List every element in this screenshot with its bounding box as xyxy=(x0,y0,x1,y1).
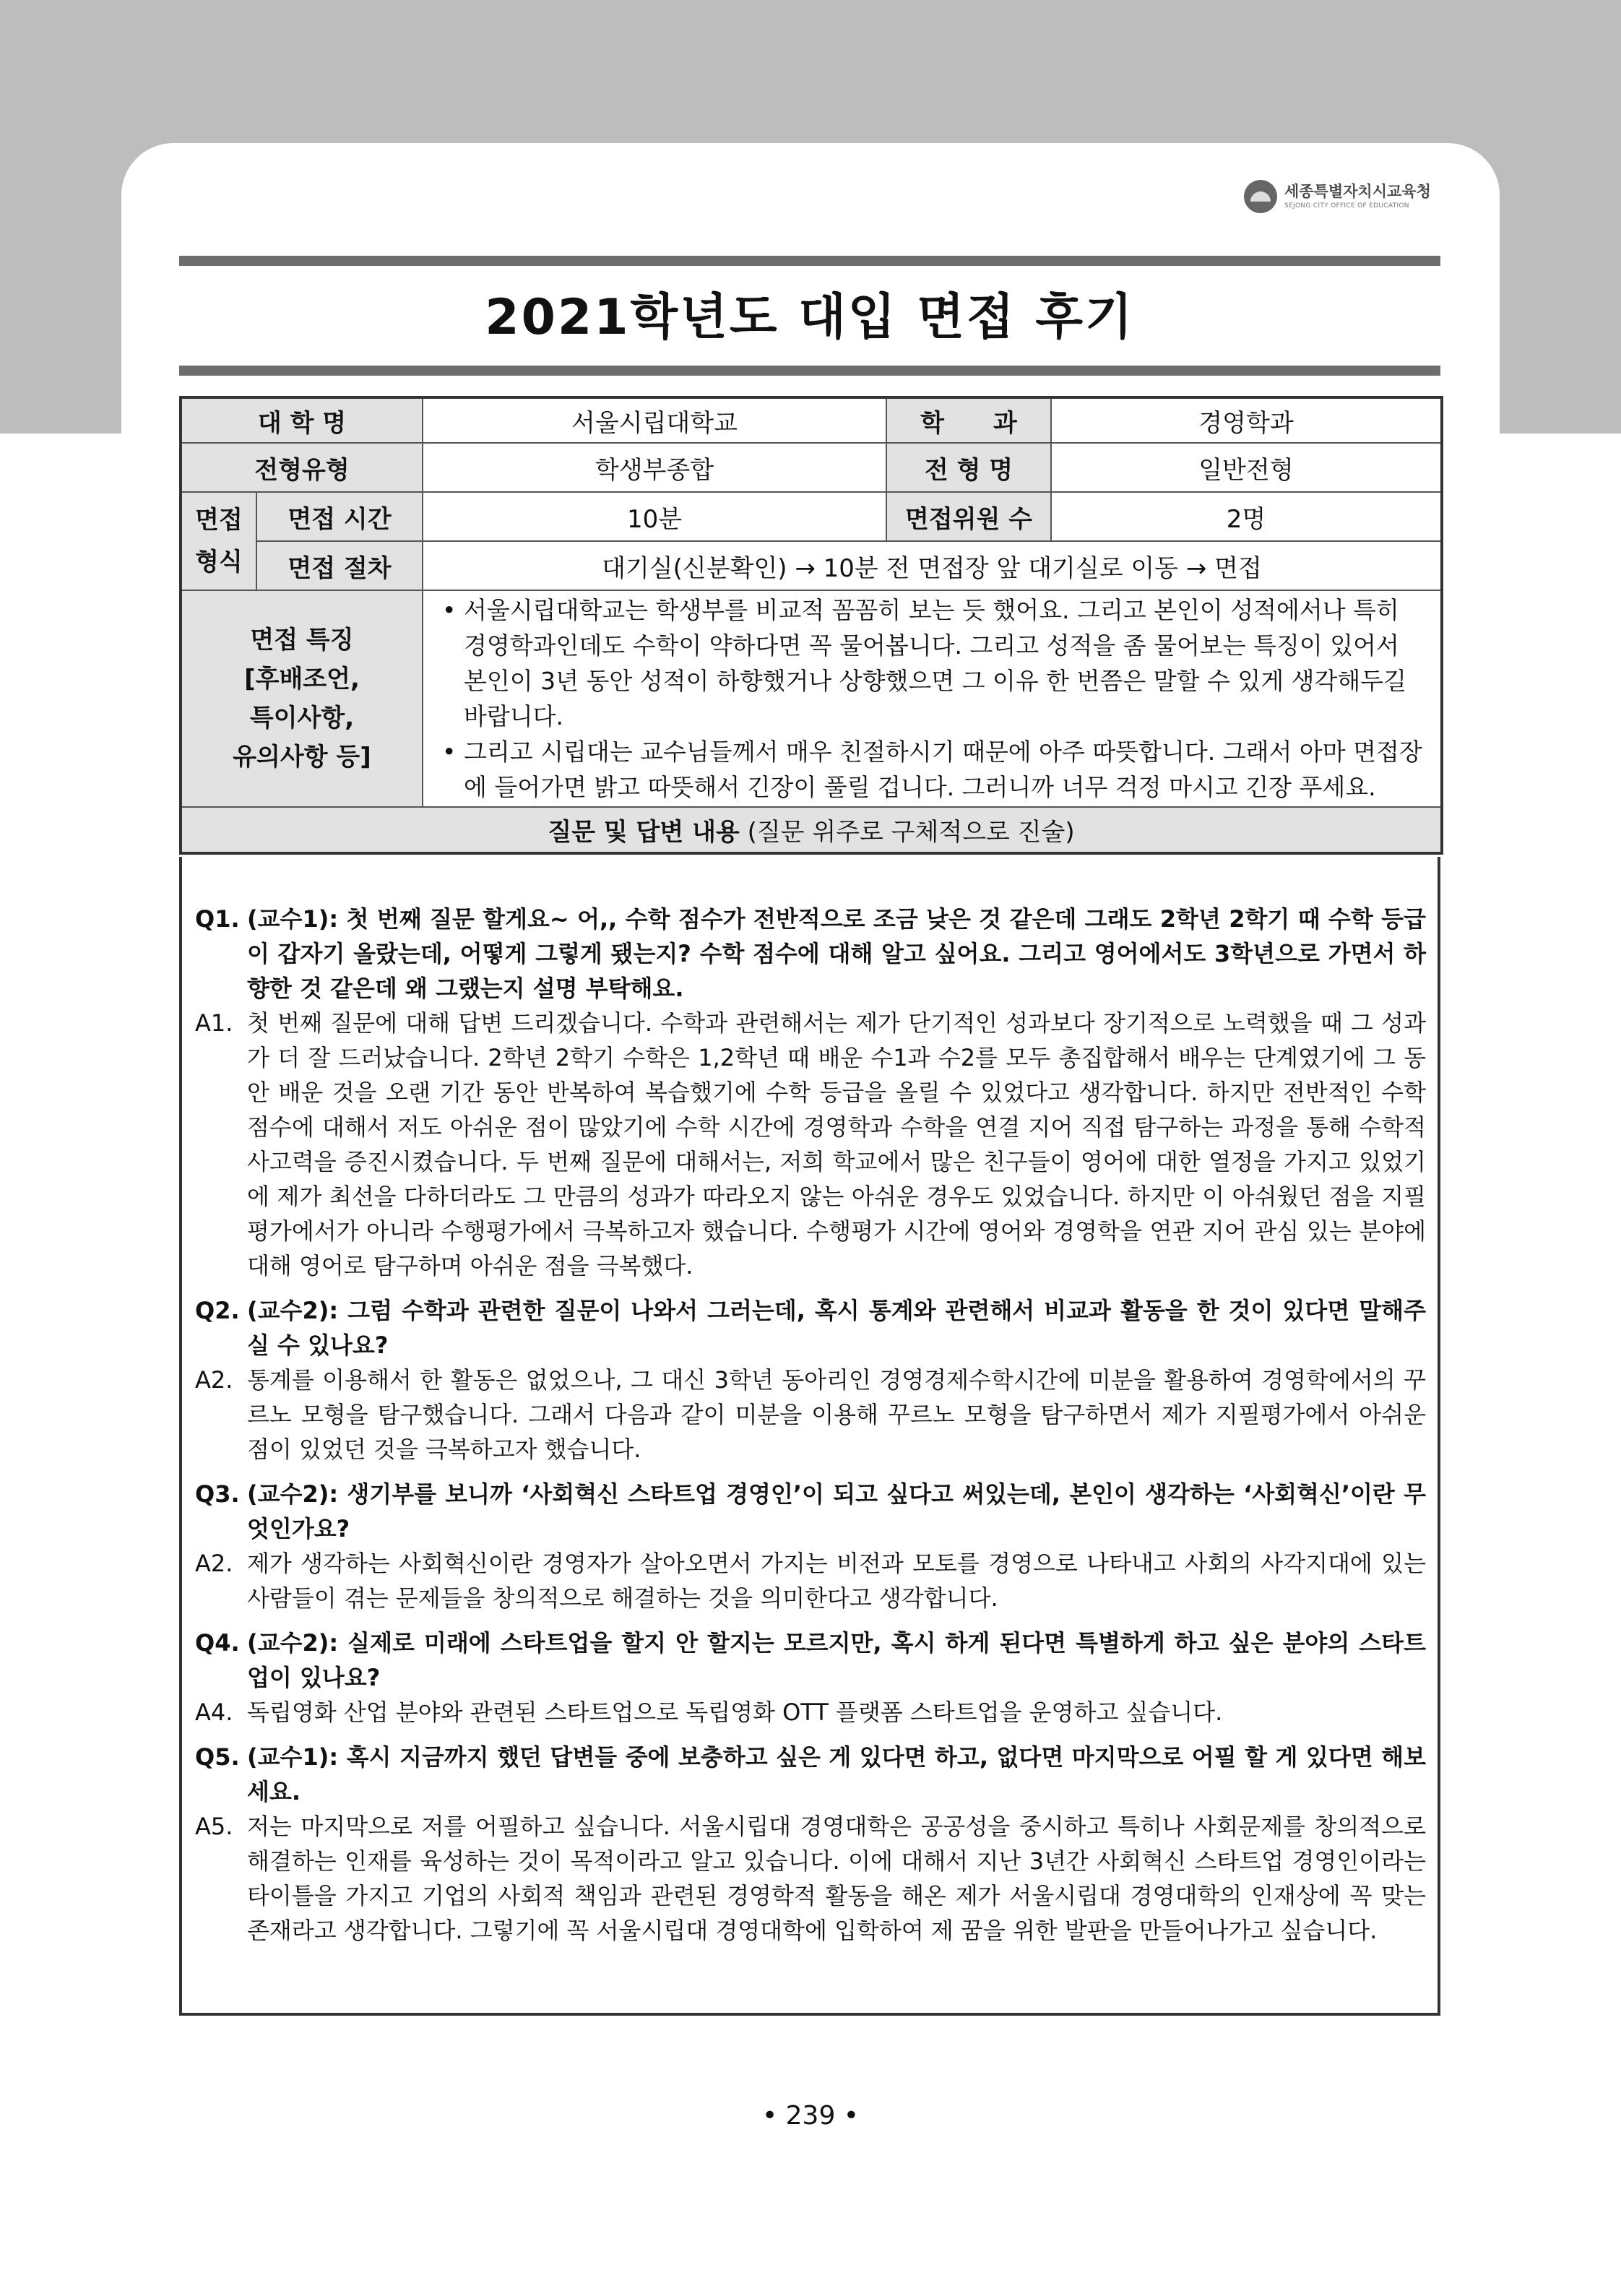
answer-text: 독립영화 산업 분야와 관련된 스타트업으로 독립영화 OTT 플랫폼 스타트업을 운영하고 싶습니다. xyxy=(247,1699,1223,1726)
office-logo xyxy=(1244,176,1461,217)
question-tag: Q4. xyxy=(195,1629,240,1657)
qa-header-title: 질문 및 답변 내용 xyxy=(548,818,740,847)
title-rule-top xyxy=(179,256,1440,266)
question-text: (교수1): 첫 번째 질문 할게요~ 어,, 수학 점수가 전반적으로 조금 낮은 것 같은데 그래도 2학년 2학기 때 수학 등급이 갑자기 올랐는데, 어떻게 그렇게 됐는지? 수학 점수에 대해 알고 싶어요. 그리고 영어에서도 3학년으로 가면서 하향한 것 같은데 왜 그랬는지 설명 부탁해요. xyxy=(247,905,1426,1002)
features-item: • 서울시립대학교는 학생부를 비교적 꼼꼼히 보는 듯 했어요. 그리고 본인이 성적에서나 특히 경영학과인데도 수학이 약하다면 꼭 물어봅니다. 그리고 성적을 좀 물어보는 특징이 있어서 본인이 3년 동안 성적이 하향했거나 상향했으면 그 이유 한 번쯤은 말할 수 있게 생각해두길 바랍니다. xyxy=(442,592,1426,734)
qa-item xyxy=(195,902,1426,1283)
answer-tag: A2. xyxy=(195,1366,233,1394)
answer-tag: A4. xyxy=(195,1699,233,1726)
interview-info-table xyxy=(179,396,1443,855)
answer-text: 제가 생각하는 사회혁신이란 경영자가 살아오면서 가지는 비전과 모토를 경영으로 나타내고 사회의 사각지대에 있는 사람들이 겪는 문제들을 창의적으로 해결하는 것을 의미한다고 생각합니다. xyxy=(247,1550,1426,1612)
university-value: 서울시립대학교 xyxy=(423,397,886,443)
answer-text: 첫 번째 질문에 대해 답변 드리겠습니다. 수학과 관련해서는 제가 단기적인 성과보다 장기적으로 노력했을 때 그 성과가 더 잘 드러났습니다. 2학년 2학기 수학은 1,2학년 때 배운 수1과 수2를 모두 총집합해서 배우는 단계였기에 그 동안 배운 것을 오랜 기간 동안 반복하여 복습했기에 수학 등급을 올릴 수 있었다고 생각합니다. 하지만 전반적인 수학 점수에 대해서 저도 아쉬운 점이 많았기에 수학 시간에 경영학과 수학을 연결 지어 직접 탐구하는 과정을 통해 수학적 사고력을 증진시켰습니다. 두 번째 질문에 대해서는, 저희 학교에서 많은 친구들이 영어에 대한 열정을 가지고 있었기에 제가 최선을 다하더라도 그 만큼의 성과가 따라오지 않는 아쉬운 경우도 있었습니다. 하지만 이 아쉬웠던 점을 지필평가에서가 아니라 수행평가에서 극복하고자 했습니다. 수행평가 시간에 영어와 경영학을 연관 지어 관심 있는 분야에 대해 영어로 탐구하며 아쉬운 점을 극복했다. xyxy=(247,1009,1426,1279)
answer-tag: A2. xyxy=(195,1550,233,1577)
interview-time-label: 면접 시간 xyxy=(256,492,423,541)
features-list xyxy=(423,592,1440,805)
logo-name-ko: 세종특별자치시교육청 xyxy=(1284,182,1431,200)
qa-item xyxy=(195,1626,1426,1730)
question-tag: Q1. xyxy=(195,905,240,933)
answer-text: 통계를 이용해서 한 활동은 없었으나, 그 대신 3학년 동아리인 경영경제수학시간에 미분을 활용하여 경영학에서의 꾸르노 모형을 탐구했습니다. 그래서 다음과 같이 미분을 이용해 꾸르노 모형을 탐구하면서 제가 지필평가에서 아쉬운 점이 있었던 것을 극복하고자 했습니다. xyxy=(247,1366,1426,1463)
interviewers-value: 2명 xyxy=(1051,492,1442,541)
question-text: (교수1): 혹시 지금까지 했던 답변들 중에 보충하고 싶은 게 있다면 하고, 없다면 마지막으로 어필 할 게 있다면 해보세요. xyxy=(247,1743,1426,1805)
department-label: 학 과 xyxy=(886,397,1051,443)
question-text: (교수2): 생기부를 보니까 ‘사회혁신 스타트업 경영인’이 되고 싶다고 써있는데, 본인이 생각하는 ‘사회혁신’이란 무엇인가요? xyxy=(247,1480,1426,1542)
qa-item xyxy=(195,1477,1426,1615)
logo-name-en: SEJONG CITY OFFICE OF EDUCATION xyxy=(1284,202,1409,210)
answer-tag: A1. xyxy=(195,1009,233,1037)
qa-header-note: (질문 위주로 구체적으로 진술) xyxy=(739,818,1075,847)
page-number: • 239 • xyxy=(761,2101,860,2131)
office-emblem-icon xyxy=(1244,180,1277,213)
admission-name-value: 일반전형 xyxy=(1051,443,1442,492)
qa-item xyxy=(195,1293,1426,1467)
features-cell xyxy=(423,590,1442,807)
qa-content-box xyxy=(179,857,1440,2016)
interview-time-value: 10분 xyxy=(423,492,886,541)
qa-item xyxy=(195,1740,1426,1948)
department-value: 경영학과 xyxy=(1051,397,1442,443)
admission-type-value: 학생부종합 xyxy=(423,443,886,492)
admission-type-label: 전형유형 xyxy=(181,443,423,492)
admission-name-label: 전 형 명 xyxy=(886,443,1051,492)
features-label: 면접 특징 [후배조언, 특이사항, 유의사항 등] xyxy=(181,590,423,807)
title-rule-bottom xyxy=(179,366,1440,376)
university-label: 대 학 명 xyxy=(181,397,423,443)
question-tag: Q3. xyxy=(195,1480,240,1508)
page-title: 2021학년도 대입 면접 후기 xyxy=(485,289,1135,346)
question-tag: Q5. xyxy=(195,1743,240,1771)
question-text: (교수2): 그럼 수학과 관련한 질문이 나와서 그러는데, 혹시 통계와 관련해서 비교과 활동을 한 것이 있다면 말해주실 수 있나요? xyxy=(247,1297,1426,1359)
question-tag: Q2. xyxy=(195,1297,240,1324)
interviewers-label: 면접위원 수 xyxy=(886,492,1051,541)
answer-tag: A5. xyxy=(195,1813,233,1840)
qa-section-header xyxy=(181,807,1442,853)
question-text: (교수2): 실제로 미래에 스타트업을 할지 안 할지는 모르지만, 혹시 하게 된다면 특별하게 하고 싶은 분야의 스타트업이 있나요? xyxy=(247,1629,1426,1691)
procedure-label: 면접 절차 xyxy=(256,541,423,590)
interview-format-label: 면접 형식 xyxy=(181,492,256,590)
features-item: • 그리고 시립대는 교수님들께서 매우 친절하시기 때문에 아주 따뜻합니다. 그래서 아마 면접장에 들어가면 밝고 따뜻해서 긴장이 풀릴 겁니다. 그러니까 너무 걱정 마시고 긴장 푸세요. xyxy=(442,734,1426,805)
procedure-value: 대기실(신분확인) → 10분 전 면접장 앞 대기실로 이동 → 면접 xyxy=(423,541,1442,590)
answer-text: 저는 마지막으로 저를 어필하고 싶습니다. 서울시립대 경영대학은 공공성을 중시하고 특히나 사회문제를 창의적으로 해결하는 인재를 육성하는 것이 목적이라고 알고 있습니다. 이에 대해서 지난 3년간 사회혁신 스타트업 경영인이라는 타이틀을 가지고 기업의 사회적 책임과 관련된 경영학적 활동을 해온 제가 서울시립대 경영대학의 인재상에 꼭 맞는 존재라고 생각합니다. 그렇기에 꼭 서울시립대 경영대학에 입학하여 제 꿈을 위한 발판을 만들어나가고 싶습니다. xyxy=(247,1813,1426,1944)
